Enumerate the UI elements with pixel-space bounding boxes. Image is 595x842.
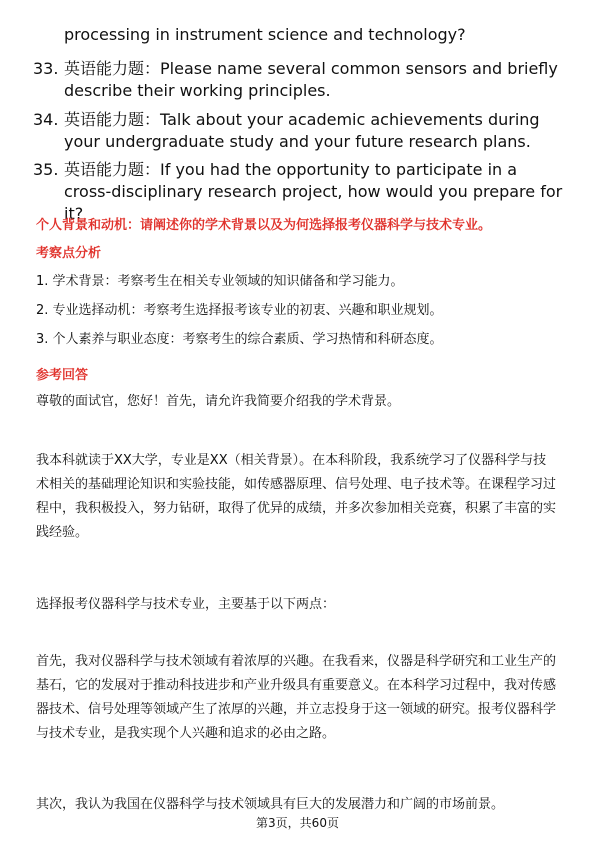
question-number: 33. (33, 59, 59, 78)
analysis-heading: 考察点分析 (36, 246, 102, 261)
answer-paragraph-3: 选择报考仪器科学与技术专业，主要基于以下两点： (36, 597, 336, 612)
answer-paragraph-2: 我本科就读于XX大学，专业是XX（相关背景）。在本科阶段，我系统学习了仪器科学与技术相关的基础理论知识和实验技能，如传感器原理、信号处理、电子技术等。在课程学习过程中，我积极投入，努力钻研，取得了优异的成绩，并多次参加相关竞赛，积累了丰富的实践经验。 (36, 453, 557, 540)
question-text: 英语能力题：Please name several common sensors and briefly describe their working principles. (64, 59, 558, 100)
question-number: 35. (33, 160, 59, 179)
page-number: 第3页，共60页 (256, 816, 339, 830)
question-34 (33, 109, 563, 153)
answer-heading: 参考回答 (36, 368, 89, 383)
question-text: 英语能力题：Talk about your academic achievements during your undergraduate study and your future research plans. (64, 110, 540, 151)
answer-paragraph-5: 其次，我认为我国在仪器科学与技术领域具有巨大的发展潜力和广阔的市场前景。 (36, 797, 505, 812)
analysis-point-3: 3. 个人素养与职业态度：考察考生的综合素质、学习热情和科研态度。 (36, 332, 443, 347)
question-33 (33, 58, 563, 102)
analysis-point-1: 1. 学术背景：考察考生在相关专业领域的知识储备和学习能力。 (36, 274, 404, 289)
question-35 (33, 159, 563, 225)
question-number: 34. (33, 110, 59, 129)
section-title: 个人背景和动机：请阐述你的学术背景以及为何选择报考仪器科学与技术专业。 (36, 218, 492, 233)
question-32-continuation: processing in instrument science and technology? (64, 25, 466, 44)
answer-paragraph-4: 首先，我对仪器科学与技术领域有着浓厚的兴趣。在我看来，仪器是科学研究和工业生产的基石，它的发展对于推动科技进步和产业升级具有重要意义。在本科学习过程中，我对传感器技术、信号处理等领域产生了浓厚的兴趣，并立志投身于这一领域的研究。报考仪器科学与技术专业，是我实现个人兴趣和追求的必由之路。 (36, 654, 557, 741)
question-text: 英语能力题：If you had the opportunity to participate in a cross-disciplinary research project, how would you prepare for it? (64, 160, 563, 223)
analysis-point-2: 2. 专业选择动机：考察考生选择报考该专业的初衷、兴趣和职业规划。 (36, 303, 443, 318)
answer-paragraph-1: 尊敬的面试官，您好！首先，请允许我简要介绍我的学术背景。 (36, 394, 401, 409)
